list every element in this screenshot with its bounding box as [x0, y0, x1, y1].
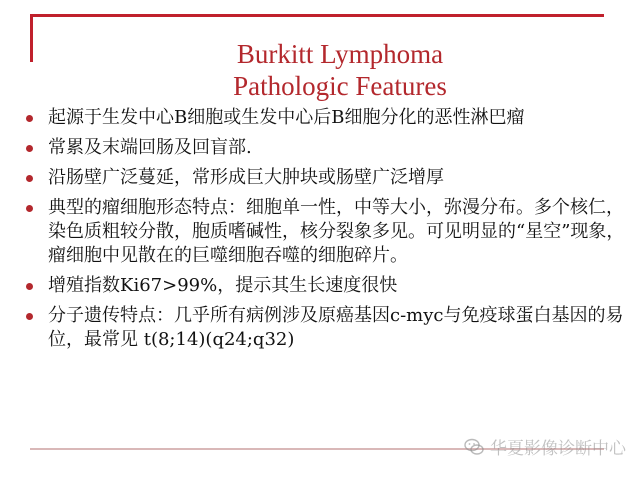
bullet-dot — [26, 283, 33, 290]
bullet-text: 常累及末端回肠及回盲部. — [48, 137, 252, 158]
watermark — [464, 434, 626, 459]
title-line-1: Burkitt Lymphoma — [236, 39, 444, 69]
bullet-item — [26, 304, 626, 352]
bullet-item — [26, 274, 626, 298]
bullet-dot — [26, 115, 33, 122]
bullet-list — [26, 106, 626, 358]
frame-left-line — [30, 14, 33, 62]
watermark-text: 华夏影像诊断中心 — [490, 439, 626, 459]
bullet-text: 沿肠壁广泛蔓延，常形成巨大肿块或肠壁广泛增厚 — [48, 167, 444, 188]
bullet-text: 分子遗传特点：几乎所有病例涉及原癌基因c-myc与免疫球蛋白基因的易位，最常见 t(8;14)(q24;q32) — [48, 305, 624, 350]
bullet-dot — [26, 145, 33, 152]
bullet-item — [26, 166, 626, 190]
bullet-item — [26, 196, 626, 268]
bullet-dot — [26, 205, 33, 212]
bullet-text: 起源于生发中心B细胞或生发中心后B细胞分化的恶性淋巴瘤 — [48, 107, 525, 128]
wechat-icon — [464, 437, 484, 457]
title-line-2: Pathologic Features — [233, 71, 447, 101]
bullet-text: 典型的瘤细胞形态特点：细胞单一性，中等大小，弥漫分布。多个核仁，染色质粗较分散，胞质嗜碱性，核分裂象多见。可见明显的“星空”现象，瘤细胞中见散在的巨噬细胞吞噬的细胞碎片。 — [48, 197, 625, 266]
bullet-item — [26, 136, 626, 160]
bullet-item — [26, 106, 626, 130]
slide-title — [140, 38, 540, 102]
bullet-text: 增殖指数Ki67>99%，提示其生长速度很快 — [48, 275, 398, 296]
frame-top-line — [30, 14, 604, 17]
bullet-dot — [26, 313, 33, 320]
bullet-dot — [26, 175, 33, 182]
